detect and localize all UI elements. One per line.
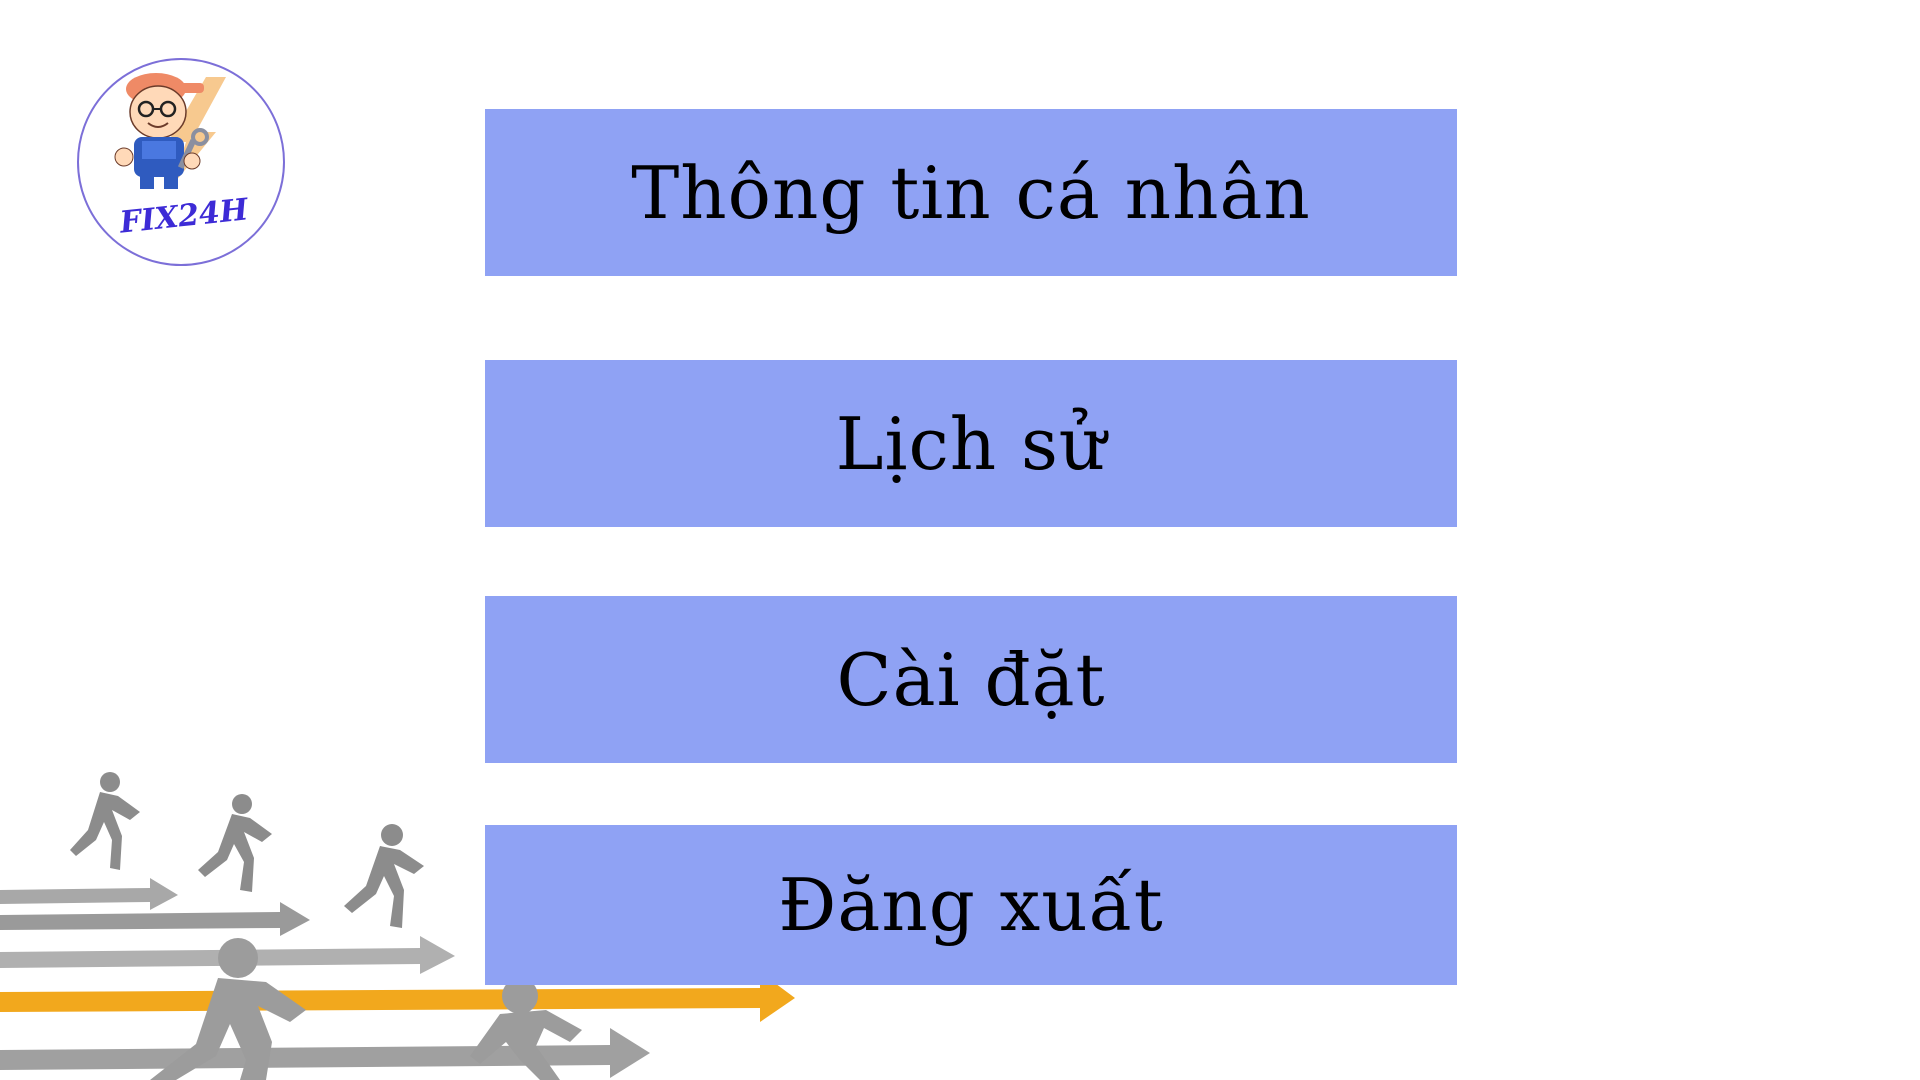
- logout-button[interactable]: Đăng xuất: [485, 825, 1457, 985]
- profile-info-button[interactable]: Thông tin cá nhân: [485, 109, 1457, 276]
- fix24h-logo: [76, 57, 286, 267]
- history-button[interactable]: Lịch sử: [485, 360, 1457, 527]
- runner-figure-icon: [198, 794, 272, 892]
- runner-figure-icon: [70, 772, 140, 870]
- runner-figure-icon: [344, 824, 424, 928]
- logo-text: FIX24H: [118, 192, 250, 241]
- settings-button[interactable]: Cài đặt: [485, 596, 1457, 763]
- gray-arrow-icon: [0, 878, 178, 910]
